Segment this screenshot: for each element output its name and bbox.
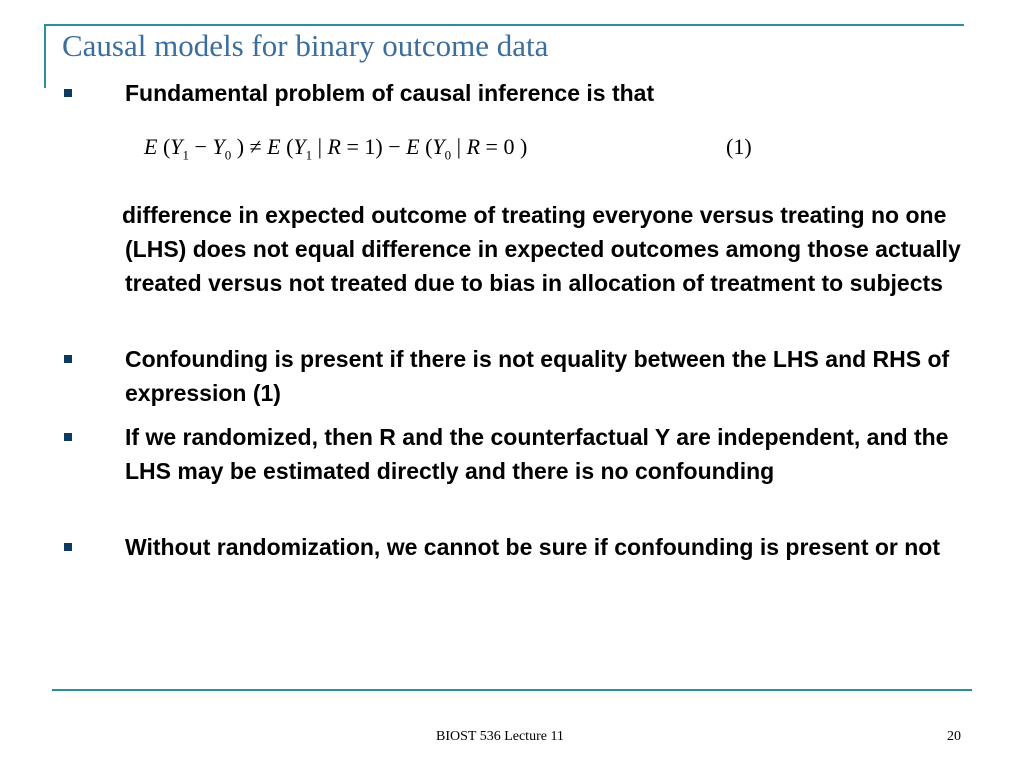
footer-divider [52,689,972,691]
footer-lecture-label: BIOST 536 Lecture 11 [436,729,564,744]
bullet-square-icon [64,355,72,363]
bullet-text-1: Fundamental problem of causal inference is that [125,80,655,106]
bullet-square-icon [64,89,72,97]
continuation-text: difference in expected outcome of treating everyone versus treating no one (LHS) does not equal difference in expected outcomes among those actually treated versus not treated due to bias in allocation of treatment to subjects [122,202,961,296]
equation-number: (1) [726,134,752,159]
bullet-text-4: Without randomization, we cannot be sure if confounding is present or not [125,534,941,560]
bullet-text-3: If we randomized, then R and the counterfactual Y are independent, and the LHS may be estimated directly and there is no confounding [125,424,949,484]
bullet-square-icon [64,433,72,441]
title-frame-top-line [44,24,964,26]
title-frame-left-line [44,24,46,88]
slide-title: Causal models for binary outcome data [62,28,549,63]
bullet-text-2: Confounding is present if there is not equality between the LHS and RHS of expression (1) [125,346,950,406]
equation-expression: E ($Y_1 - Y_0$ ) ≠ E ($Y_1$ | R = 1) − E ($Y_0$ | R = 0 ) [144,134,528,163]
page-number: 20 [947,729,961,744]
bullet-square-icon [64,543,72,551]
equation [144,130,784,166]
